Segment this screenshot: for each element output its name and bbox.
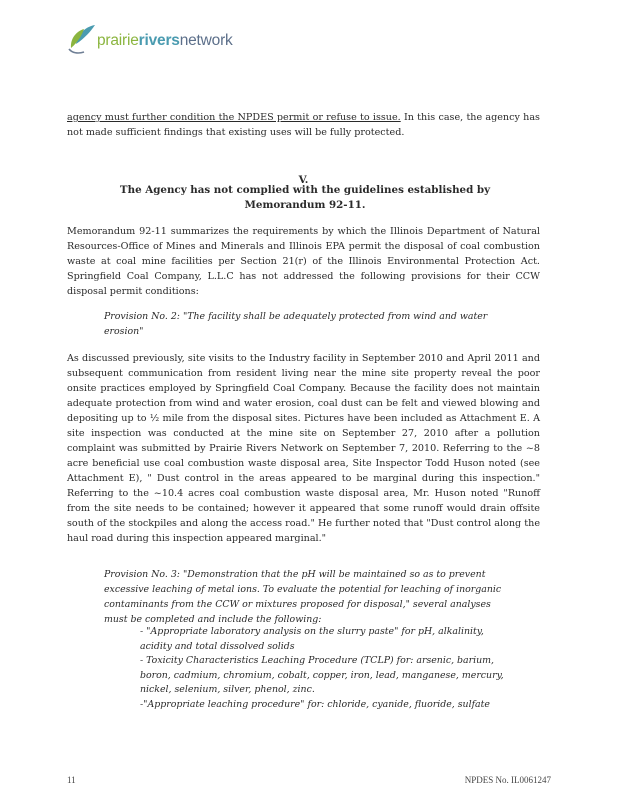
provision-2: Provision No. 2: "The facility shall be adequately protected from wind and water erosion" [104,311,488,337]
page-number: 11 [67,775,76,785]
intro-paragraph [67,110,540,140]
analysis-list [140,625,508,712]
section-number: V. [298,174,309,186]
section-title: The Agency has not complied with the guidelines established by Memorandum 92-11. [119,184,491,211]
paragraph-discussion: As discussed previously, site visits to the Industry facility in September 2010 and April 2011 and subsequent communication from resident living near the mine site property reveal the poor onsite practices employed by Springfield Coal Company. Because the facility does not maintain adequate protection from wind and water erosion, coal dust can be felt and viewed blowing and depositing up to ½ mile from the disposal sites. Pictures have been included as Attachment E. A site inspection was conducted at the mine site on September 27, 2010 after a pollution complaint was submitted by Prairie Rivers Network on September 7, 2010. Referring to the ~8 acre beneficial use coal combustion waste disposal area, Site Inspector Todd Huson noted (see Attachment E), " Dust control in the areas appeared to be marginal during this inspection." Referring to the ~10.4 acres coal combustion waste disposal area, Mr. Huson noted "Runoff from the site needs to be contained; however it appeared that some runoff would drain offsite south of the stockpiles and along the access road." He further noted that "Dust control along the haul road during this inspection appeared marginal." [67,353,540,544]
logo [66,22,326,62]
permit-number: NPDES No. IL0061247 [464,775,551,785]
list-item: -"Appropriate leaching procedure" for: chloride, cyanide, fluoride, sulfate [140,698,490,710]
list-item: - "Appropriate laboratory analysis on the slurry paste" for pH, alkalinity, acidity and total dissolved solids [140,626,484,652]
provision-3: Provision No. 3: "Demonstration that the pH will be maintained so as to prevent excessive leaching of metal ions. To evaluate the potential for leaching of inorganic contaminants from the CCW or mixtures proposed for disposal," several analyses must be completed and include the following: [104,569,502,625]
intro-underlined-text: agency must further condition the NPDES permit or refuse to issue. [67,112,401,123]
intro-rest-text: In this case, the agency has not made sufficient findings that existing uses will be fully protected. [67,112,540,138]
logo-text: prairieriversnetwork [97,32,233,49]
list-item: - Toxicity Characteristics Leaching Procedure (TCLP) for: arsenic, barium, boron, cadmium, chromium, cobalt, copper, iron, lead, manganese, mercury, nickel, selenium, silver, phenol, zinc. [140,655,504,695]
river-leaf-icon [66,22,98,62]
paragraph-memorandum: Memorandum 92-11 summarizes the requirements by which the Illinois Department of Natural Resources-Office of Mines and Minerals and Illinois EPA permit the disposal of coal combustion waste at coal mine facilities per Section 21(r) of the Illinois Environmental Protection Act. Springfield Coal Company, L.L.C has not addressed the following provisions for their CCW disposal permit conditions: [67,226,540,297]
